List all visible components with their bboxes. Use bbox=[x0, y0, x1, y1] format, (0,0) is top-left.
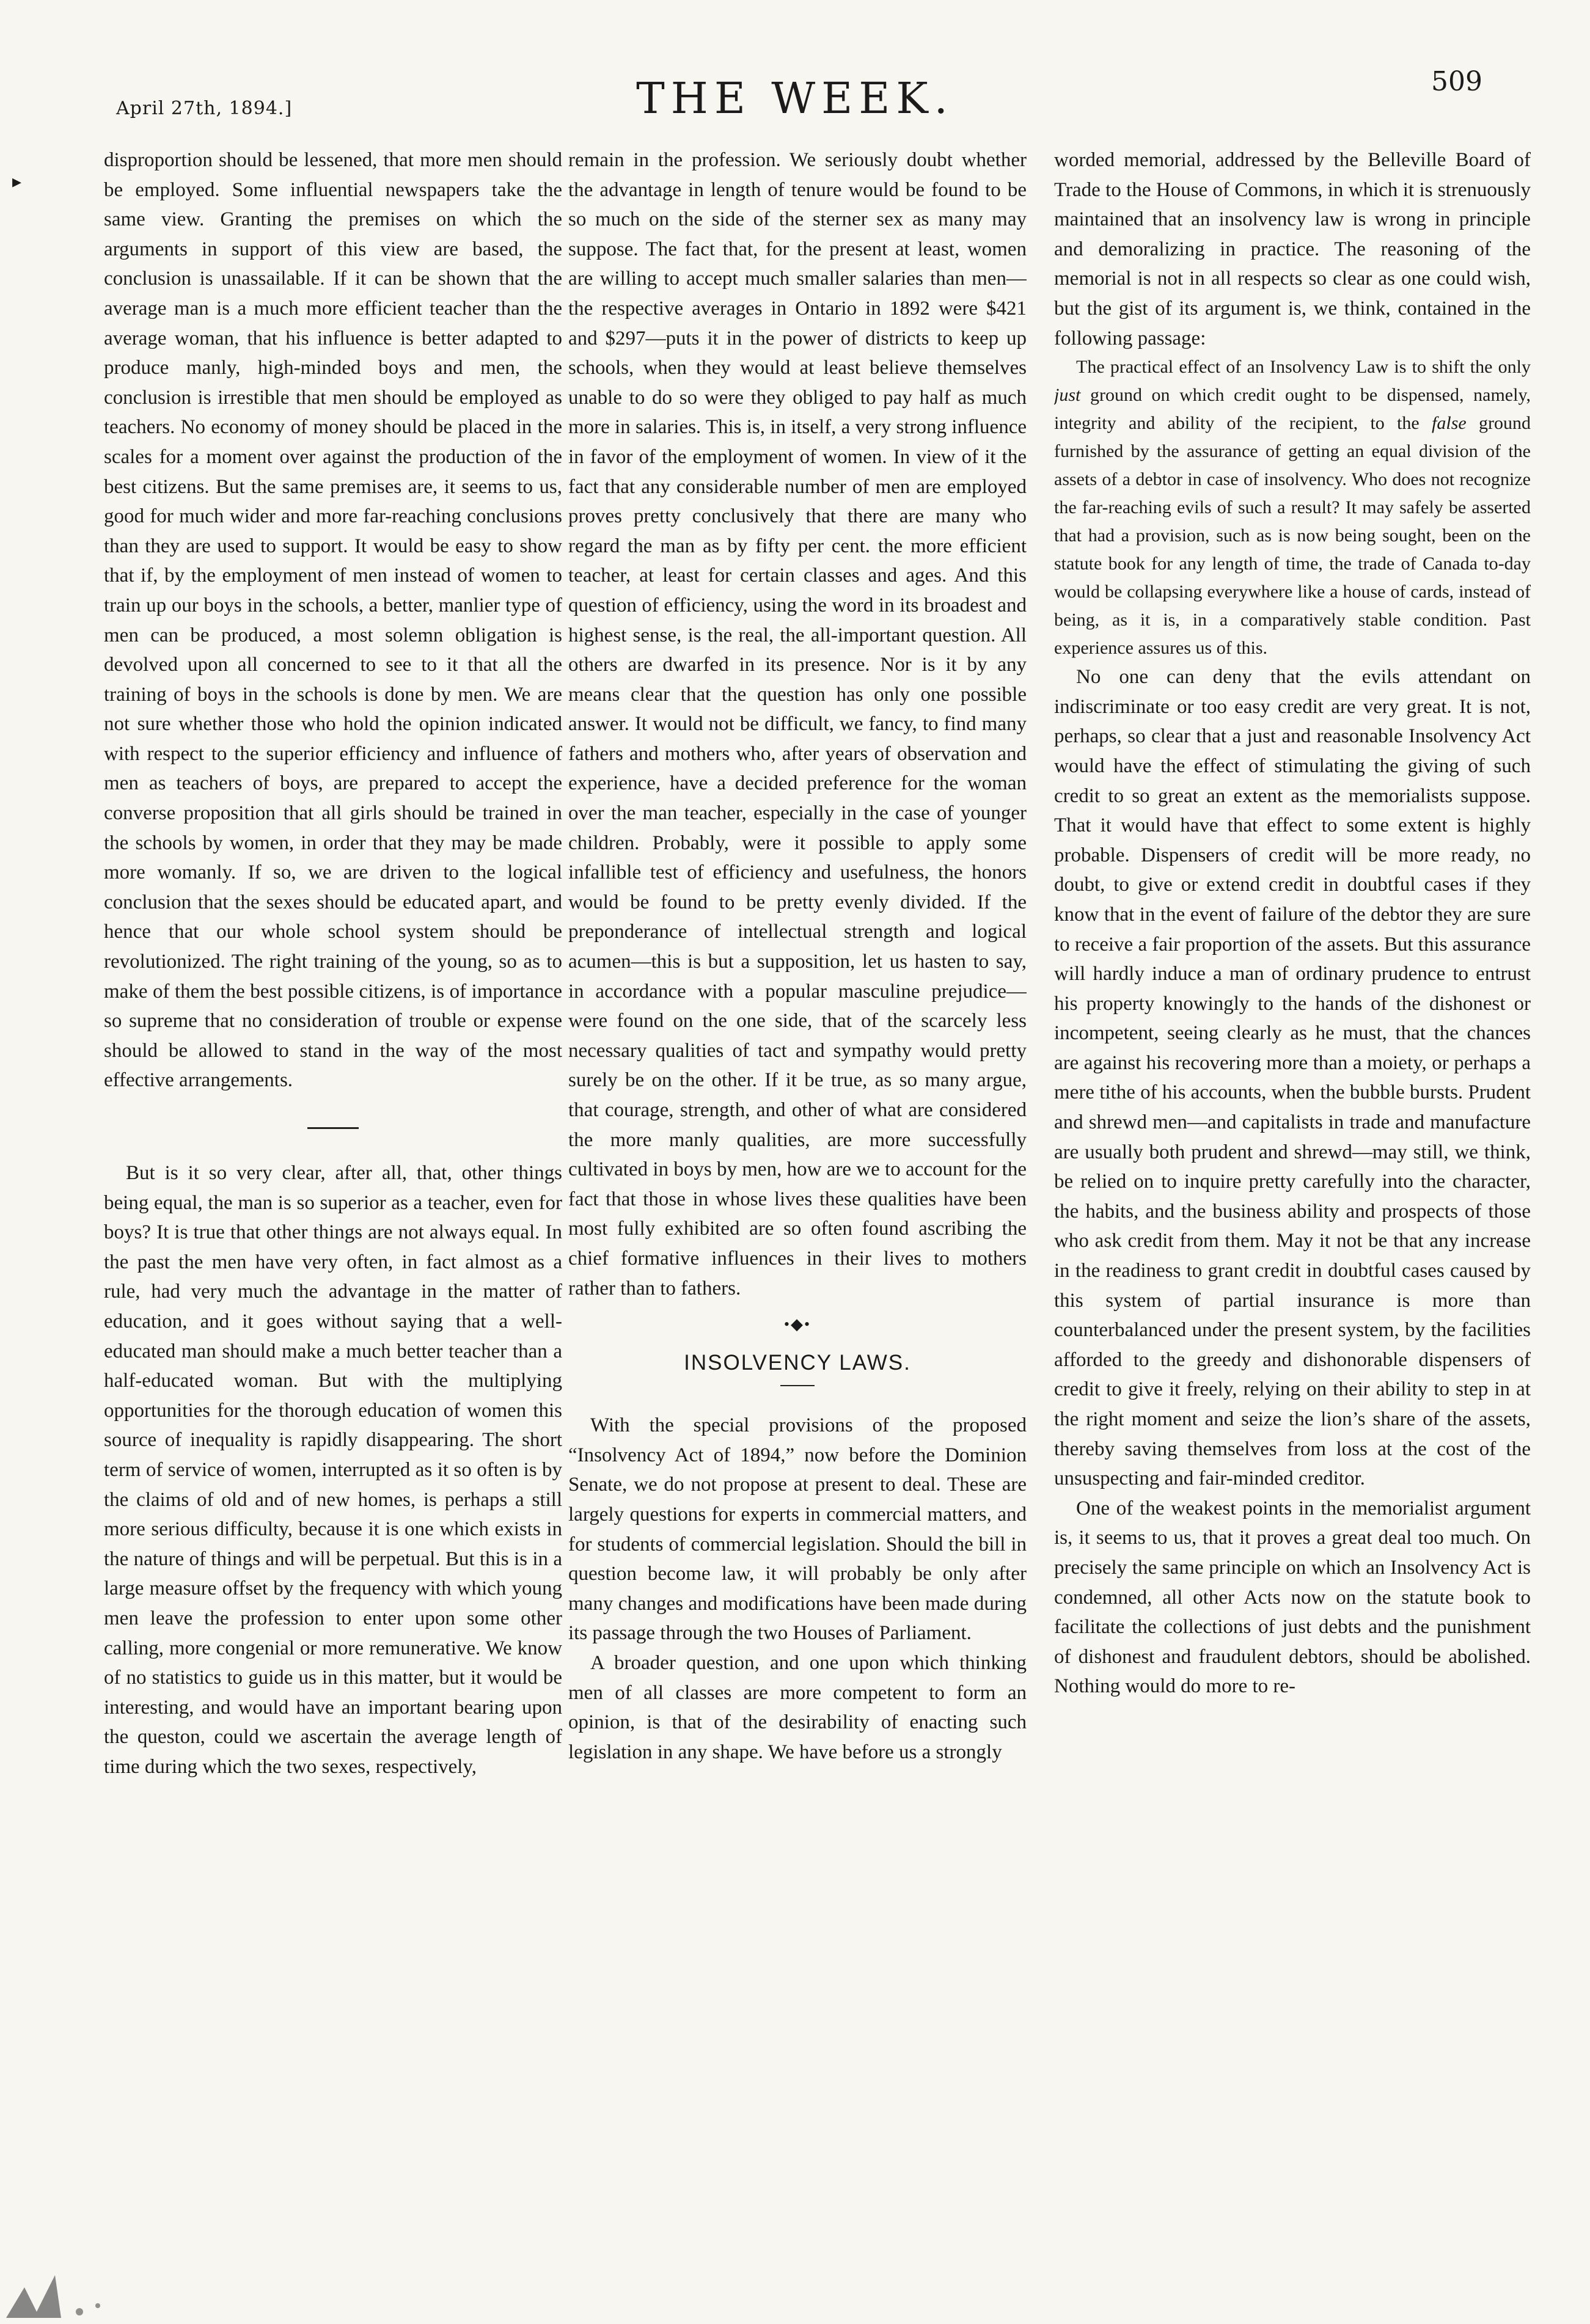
heading-rule bbox=[780, 1385, 815, 1386]
masthead bbox=[0, 0, 1590, 141]
block-quote bbox=[1054, 353, 1531, 662]
journal-title: THE WEEK. bbox=[636, 73, 954, 123]
issue-date: April 27th, 1894.] bbox=[116, 98, 293, 119]
margin-marker: ▸ bbox=[12, 171, 22, 192]
paragraph: No one can deny that the evils attendant on indiscriminate or too easy credit are very great. It is not, perhaps, so clear that a just and reasonable Insolvency Act would have the effect of stimulating the giving of such credit to so great an extent as the memorialists suppose. That it would have that effect to some extent is highly probable. Dispensers of credit will be more ready, no doubt, to give or extend credit in doubtful cases if they know that in the event of failure of the debtor they are sure to receive a fair proportion of the assets. But this assurance will hardly induce a man of ordinary prudence to entrust his property knowingly to the hands of the dishonest or incompetent, seeing clearly as he must, that the chances are against his recovering more than a moiety, or perhaps a mere tithe of his accounts, when the bubble bursts. Prudent and shrewd men—and capitalists in trade and manufacture are usually both prudent and shrewd—may still, we think, be relied on to inquire pretty carefully into the character, the habits, and the business ability and prospects of those who ask credit from them. May it not be that any increase in the readiness to grant credit in doubtful cases caused by this system of partial insurance is more than counterbalanced under the present system, by the facilities afforded to the greedy and dishonorable dispensers of credit to give it freely, relying on their ability to step in at the right moment and seize the lion’s share of the assets, thereby saving themselves from loss at the cost of the unsuspecting and fair-minded creditor. bbox=[1054, 666, 1531, 1490]
quote-text: ground on which credit ought to be dispensed, namely, integrity and ability of the recipient, to the bbox=[1054, 385, 1531, 434]
column-1 bbox=[104, 145, 562, 2284]
column-2 bbox=[568, 145, 1027, 2284]
section-ornament: •◆• bbox=[783, 1315, 811, 1334]
quote-text: The practical effect of an Insolvency Law is to shift the only bbox=[1076, 357, 1531, 378]
section-divider bbox=[307, 1127, 359, 1129]
quote-text: ground furnished by the assurance of getting an equal division of the assets of a debtor in case of insolvency. Who does not recognize the far-reaching evils of such a result? It may safely be asserted that had a provision, such as is now being sought, been on the statute book for any length of time, the trade of Canada to-day would be collapsing everywhere like a house of cards, instead of being, as it is, in a comparatively stable condition. Past experience assures us of this. bbox=[1054, 413, 1531, 659]
paragraph: worded memorial, addressed by the Belleville Board of Trade to the House of Commons, in which it is strenuously maintained that an insolvency law is wrong in principle and demoralizing in practice. The reasoning of the memorial is not in all respects so clear as one could wish, but the gist of its argument is, we think, contained in the following passage: bbox=[1054, 149, 1531, 349]
paragraph: disproportion should be lessened, that more men should be employed. Some influential newspapers take the same view. Granting the premises on which the arguments in support of this view are based, the conclusion is unassailable. If it can be shown that the average man is a much more efficient teacher than the average woman, that his influence is better adapted to produce manly, high-minded boys and men, the conclusion is irrestible that men should be employed as teachers. No economy of money should be placed in the scales for a moment over against the production of the best citizens. But the same premises are, it seems to us, good for much wider and more far-reaching conclusions than they are used to support. It would be easy to show that if, by the employment of men instead of women to train up our boys in the schools, a better, manlier type of men can be produced, a most solemn obligation is devolved upon all concerned to see to it that all the training of boys in the schools is done by men. We are not sure whether those who hold the opinion indicated with respect to the superior efficiency and influence of men as teachers of boys, are prepared to accept the converse proposition that all girls should be trained in the schools by women, in order that they may be made more womanly. If so, we are driven to the logical conclusion that the sexes should be educated apart, and hence that our whole school system should be revolutionized. The right training of the young, so as to make of them the best possible citizens, is of importance so supreme that no consideration of trouble or expense should be allowed to stand in the way of the most effective arrangements. bbox=[104, 149, 562, 1092]
paragraph: One of the weakest points in the memorialist argument is, it seems to us, that it proves a great deal too much. On precisely the same principle on which an Insolvency Act is condemned, all other Acts now on the statute book to facilitate the collections of just debts and the punishment of dishonest and fraudulent debtors, should be abolished. Nothing would do more to re- bbox=[1054, 1497, 1531, 1698]
paragraph: remain in the profession. We seriously doubt whether the advantage in length of tenure would be found to be so much on the side of the sterner sex as many may suppose. The fact that, for the present at least, women are willing to accept much smaller salaries than men—the respective averages in Ontario in 1892 were $421 and $297—puts it in the power of districts to keep up schools, when they would at least believe themselves unable to do so were they obliged to pay half as much more in salaries. This is, in itself, a very strong influence in favor of the employment of women. In view of it the fact that any considerable number of men are employed proves pretty conclusively that there are many who regard the man as by fifty per cent. the more efficient teacher, at least for certain classes and ages. And this question of efficiency, using the word in its broadest and highest sense, is the real, the all-important question. All others are dwarfed in its presence. Nor is it by any means clear that the question has only one possible answer. It would not be difficult, we fancy, to find many fathers and mothers who, after years of observation and experience, have a decided preference for the woman over the man teacher, especially in the case of younger children. Probably, were it possible to apply some infallible test of efficiency and usefulness, the honors would be found to be pretty evenly divided. If the preponderance of intellectual strength and logical acumen—this is but a supposition, let us hasten to say, in accordance with a popular masculine prejudice—were found on the one side, that of the scarcely less necessary qualities of tact and sympathy would pretty surely be on the other. If it be true, as so many argue, that courage, strength, and other of what are considered the more manly qualities, are more successfully cultivated in boys by men, how are we to account for the fact that those in whose lives these qualities have been most fully exhibited are so often found ascribing the chief formative influences in their lives to mothers rather than to fathers. bbox=[568, 149, 1027, 1299]
quote-emphasis: false bbox=[1432, 413, 1467, 434]
paragraph: With the special provisions of the proposed “Insolvency Act of 1894,” now before the Dominion Senate, we do not propose at present to deal. These are largely questions for experts in commercial matters, and for students of commercial legislation. Should the bill in question become law, it will probably be only after many changes and modifications have been made during its passage through the two Houses of Parliament. bbox=[568, 1414, 1027, 1645]
column-3 bbox=[1054, 145, 1531, 2284]
paragraph: A broader question, and one upon which thinking men of all classes are more competent to form an opinion, is that of the desirability of enacting such legislation in any shape. We have before us a strongly bbox=[568, 1651, 1027, 1763]
article-heading: INSOLVENCY LAWS. bbox=[684, 1351, 911, 1375]
paragraph: But is it so very clear, after all, that, other things being equal, the man is so superior as a teacher, even for boys? It is true that other things are not always equal. In the past the men have very often, in fact almost as a rule, had very much the advantage in the matter of education, and it goes without saying that a well-educated man should make a much better teacher than a half-educated woman. But with the multiplying opportunities for the thorough education of women this source of inequality is rapidly disappearing. The short term of service of women, interrupted as it so often is by the claims of old and of new homes, is perhaps a still more serious difficulty, because it is one which exists in the nature of things and will be perpetual. But this is in a large measure offset by the frequency with which young men leave the profession to enter upon some other calling, more congenial or more remunerative. We know of no statistics to guide us in this matter, but it would be interesting, and would have an important bearing upon the queston, could we ascertain the average length of time during which the two sexes, respectively, bbox=[104, 1162, 562, 1778]
print-specks bbox=[0, 2238, 134, 2324]
quote-emphasis: just bbox=[1054, 385, 1081, 406]
page-number: 509 bbox=[1431, 66, 1482, 97]
